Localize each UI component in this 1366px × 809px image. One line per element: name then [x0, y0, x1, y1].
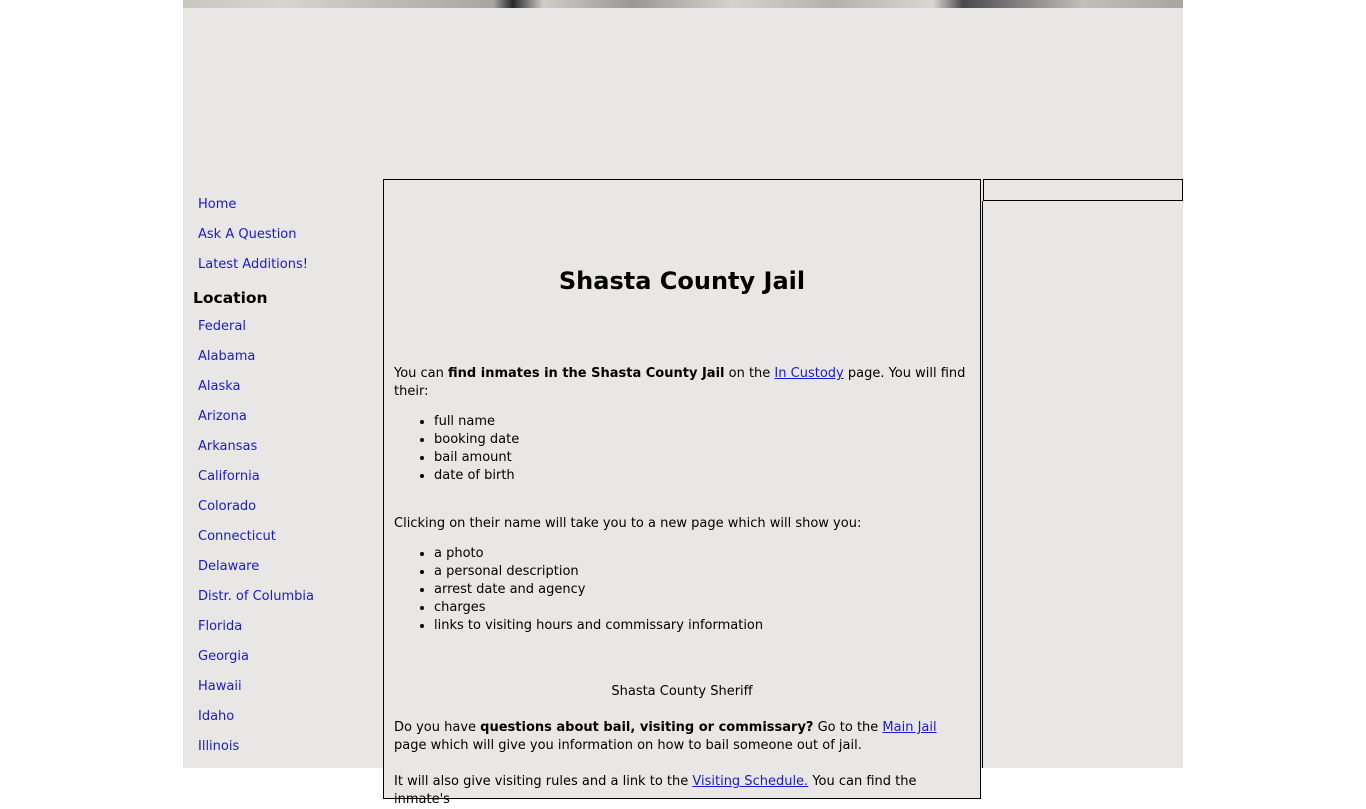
- location-link-california[interactable]: California: [198, 469, 260, 484]
- location-link-federal[interactable]: Federal: [198, 319, 246, 334]
- visiting-schedule-link[interactable]: Visiting Schedule.: [692, 774, 809, 789]
- page-title: Shasta County Jail: [558, 267, 806, 295]
- location-link-colorado[interactable]: Colorado: [198, 499, 257, 514]
- visiting-text-pre: It will also give visiting rules and a link to the: [394, 774, 693, 789]
- intro-text-pre: You can: [394, 366, 449, 381]
- visiting-text-post: You can find the inmate's: [394, 774, 917, 807]
- list-item: • charges: [434, 599, 970, 617]
- list-item: • a personal description: [434, 563, 970, 581]
- image-caption: Shasta County Sheriff: [611, 684, 753, 699]
- right-sidebar-divider: [982, 201, 983, 768]
- location-link-dc[interactable]: Distr. of Columbia: [198, 589, 314, 604]
- main-jail-link[interactable]: Main Jail: [882, 720, 937, 735]
- list-item: • full name: [434, 413, 970, 431]
- visiting-paragraph: [394, 773, 970, 809]
- location-link-georgia[interactable]: Georgia: [198, 649, 249, 664]
- list-item: • date of birth: [434, 467, 970, 485]
- location-link-illinois[interactable]: Illinois: [198, 739, 240, 754]
- location-link-idaho[interactable]: Idaho: [198, 709, 235, 724]
- intro-paragraph: [394, 365, 970, 401]
- list-item: • arrest date and agency: [434, 581, 970, 599]
- details-paragraph: Clicking on their name will take you to a new page which will show you:: [394, 516, 862, 531]
- details-list: [394, 545, 970, 635]
- bail-paragraph: [394, 719, 970, 755]
- nav-home-link[interactable]: Home: [198, 197, 237, 212]
- header-image: [183, 0, 1183, 8]
- intro-text-bold: find inmates in the Shasta County Jail: [448, 366, 725, 381]
- page-container: [183, 0, 1183, 807]
- location-link-alabama[interactable]: Alabama: [198, 349, 256, 364]
- in-custody-link[interactable]: In Custody: [774, 366, 844, 381]
- location-link-hawaii[interactable]: Hawaii: [198, 679, 242, 694]
- location-link-florida[interactable]: Florida: [198, 619, 243, 634]
- nav-ask-question-link[interactable]: Ask A Question: [198, 227, 297, 242]
- bail-text-post: page which will give you information on how to bail someone out of jail.: [394, 738, 862, 753]
- right-sidebar-box: [983, 179, 1183, 201]
- nav-latest-additions-link[interactable]: Latest Additions!: [198, 257, 308, 272]
- location-link-delaware[interactable]: Delaware: [198, 559, 260, 574]
- location-heading: Location: [193, 289, 268, 307]
- location-link-arkansas[interactable]: Arkansas: [198, 439, 258, 454]
- location-link-alaska[interactable]: Alaska: [198, 379, 241, 394]
- intro-text-mid: on the: [724, 366, 775, 381]
- list-item: • links to visiting hours and commissary information: [434, 617, 970, 635]
- list-item: • a photo: [434, 545, 970, 563]
- list-item: • booking date: [434, 431, 970, 449]
- location-link-arizona[interactable]: Arizona: [198, 409, 247, 424]
- bail-text-pre: Do you have: [394, 720, 481, 735]
- inmate-info-list: [394, 413, 970, 485]
- bail-text-mid: Go to the: [813, 720, 883, 735]
- location-link-connecticut[interactable]: Connecticut: [198, 529, 276, 544]
- main-content: [383, 179, 981, 807]
- intro-text-post: page. You will find their:: [394, 366, 966, 399]
- list-item: • bail amount: [434, 449, 970, 467]
- sidebar: [193, 190, 373, 762]
- bail-text-bold: questions about bail, visiting or commissary?: [480, 720, 814, 735]
